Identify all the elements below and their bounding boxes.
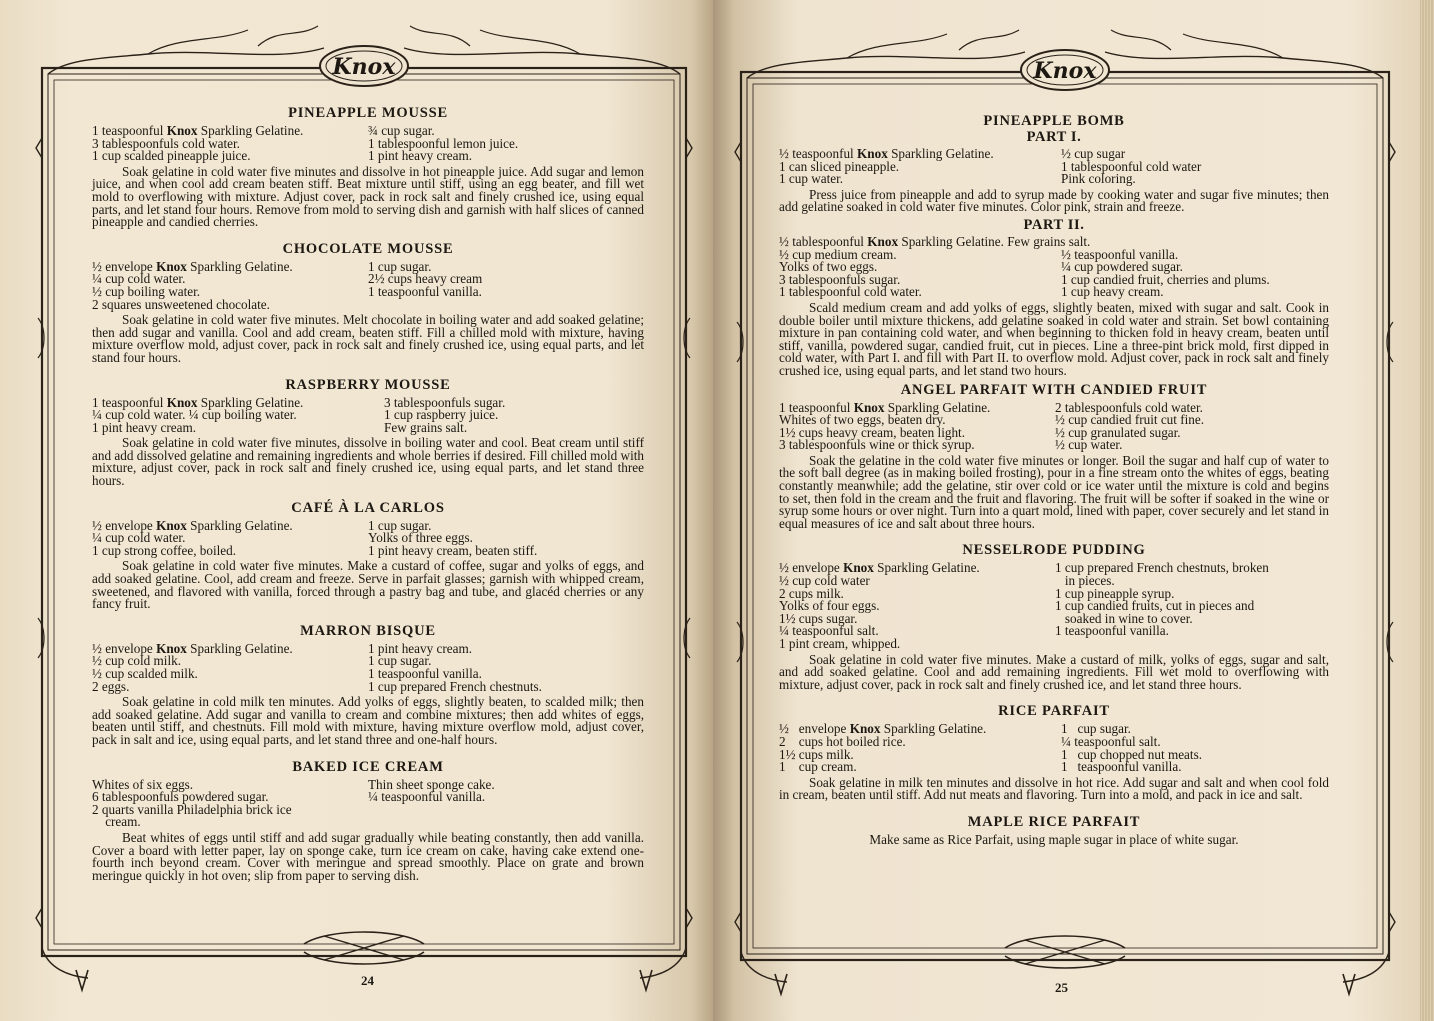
ingredient: Whites of six eggs.: [92, 776, 194, 792]
ingredient: ½ cup scalded milk.: [92, 666, 198, 681]
recipe-angel-parfait: [779, 382, 1329, 531]
right-page-content: [779, 113, 1329, 859]
recipe-cafe-a-la-carlos: [92, 500, 644, 611]
knox-logo: Knox: [332, 54, 396, 80]
recipe-title: PINEAPPLE MOUSSE: [288, 105, 448, 121]
directions: Beat whites of eggs until stiff and add sugar gradually while beating constantly, then add vanilla. Cover a board with letter paper, lay on sponge cake, turn ice cream on cake, having cake extend one-fourth inch beyond cream. Cover with meringue and spread smoothly. Place on grate and brown meringue quickly in hot oven; slip from paper to serving dish.: [92, 829, 644, 883]
directions: Soak gelatine in cold water five minutes. Melt chocolate in boiling water and add soaked gelatine; then add sugar and vanilla. Cool and add cream, beaten stiff. Fill a chilled mold with mixture, having mixture overflow mold, adjust cover, pack in rock salt and finely crushed ice, using equal parts, and let stand four hours.: [92, 312, 644, 365]
ingredient: 1 tablespoonful cold water: [1061, 158, 1202, 174]
ingredient: Few grains salt.: [384, 419, 468, 435]
ingredient: 1 tablespoonful lemon juice.: [368, 135, 519, 151]
recipe-title: RICE PARFAIT: [998, 703, 1110, 720]
ingredients: [92, 517, 644, 558]
ingredients: [779, 399, 1329, 453]
ingredients: [779, 246, 1329, 300]
ingredient: 6 tablespoonfuls powdered sugar.: [92, 789, 269, 805]
knox-logo: Knox: [1033, 58, 1097, 84]
ingredient: ½ envelope Knox Sparkling Gelatine.: [92, 258, 293, 274]
ingredient: 1 teaspoonful Knox Sparkling Gelatine.: [92, 394, 304, 410]
ingredient: 2 quarts vanilla Philadelphia brick ice: [92, 801, 292, 817]
page-number: 24: [361, 973, 374, 988]
ingredient: 1 pint cream, whipped.: [779, 636, 901, 651]
ingredient: ½ cup water.: [1055, 437, 1123, 453]
ingredient: 1 can sliced pineapple.: [779, 158, 900, 174]
recipe-title: MAPLE RICE PARFAIT: [967, 813, 1141, 830]
ingredient: 1 cup cream.: [779, 759, 857, 775]
ingredient: ¾ cup sugar.: [368, 123, 435, 138]
ingredient: ¼ cup cold water. ¼ cup boiling water.: [92, 407, 297, 423]
directions: Soak gelatine in cold water five minutes, dissolve in boiling water and cool. Beat cream until stiff and add dissolved gelatine and remaining ingredients and whole berries if desired. Fill chilled mold with mixture, adjust cover, pack in rock salt and finely crushed ice, using equal parts, and let stand three hours.: [92, 435, 644, 489]
directions: Soak gelatine in cold water five minutes and dissolve in hot pineapple juice. Add sugar and lemon juice, and when cool add cream beaten stiff. Beat mixture until stiff, using an egg beater, and fill wet mold to overflowing with mixture. Adjust cover, pack in rock salt and finely crushed ice, using equal parts, and let stand four hours. Remove from mold to serving dish and garnish with half slices of canned pineapple and candied cherries.: [92, 163, 644, 230]
part-title: PART I.: [1026, 129, 1082, 145]
ingredient: soaked in wine to cover.: [1055, 610, 1193, 626]
ingredient: ½ teaspoonful Knox Sparkling Gelatine.: [779, 146, 994, 161]
ingredient: 1 cup sugar.: [368, 653, 432, 669]
directions: Scald medium cream and add yolks of eggs, slightly beaten, mixed with sugar and salt. Cook in double boiler until mixture thickens, add gelatine soaked in cold water and strain. Set bowl containing mixture in pan containing cold water, and when beginning to thicken fold in heavy cream, beaten until stiff, vanilla, powdered sugar, candied fruit, cut in pieces. Line a three-pint brick mold, first dipped in cold water, with Part I. and fill with Part II. to overflow mold. Adjust cover, pack in rock salt and finely crushed ice, using equal parts, and let stand two hours.: [779, 299, 1329, 378]
ingredient: Yolks of four eggs.: [779, 598, 880, 614]
directions: Press juice from pineapple and add to syrup made by cooking water and sugar five minutes; then add gelatine soaked in cold water five minutes. Color pink, strain and freeze.: [779, 186, 1329, 215]
left-page: [0, 0, 713, 1021]
ingredient: ½ cup boiling water.: [92, 283, 201, 299]
recipe-title: PINEAPPLE BOMB: [983, 113, 1125, 129]
ingredient: 2 cups milk.: [779, 585, 844, 601]
ingredient: ½ cup sugar: [1061, 146, 1126, 161]
ingredient: 1 cup prepared French chestnuts.: [368, 678, 542, 694]
page-number: 25: [1055, 980, 1068, 995]
recipe-pineapple-bomb: [779, 113, 1329, 378]
recipe-baked-ice-cream: [92, 759, 644, 883]
ingredient: Yolks of two eggs.: [779, 259, 878, 275]
ingredient: 1 cup sugar.: [368, 517, 432, 533]
ingredient: ¼ cup powdered sugar.: [1061, 259, 1183, 275]
ingredient: 1 teaspoonful vanilla.: [1061, 759, 1182, 775]
page-edges: [1420, 0, 1434, 1021]
ingredient: 1 cup strong coffee, boiled.: [92, 542, 237, 558]
recipe-title: BAKED ICE CREAM: [292, 758, 444, 775]
ingredient: 1 pint heavy cream.: [368, 640, 472, 656]
recipe-nesselrode-pudding: [779, 542, 1329, 691]
recipe-chocolate-mousse: [92, 241, 644, 365]
ingredient: 2 cups hot boiled rice.: [779, 733, 906, 749]
ingredients: [92, 394, 644, 435]
ingredient: 1 teaspoonful Knox Sparkling Gelatine.: [92, 123, 304, 138]
ingredient: ½ cup granulated sugar.: [1055, 424, 1181, 440]
part-title: PART II.: [1023, 216, 1085, 233]
ingredients: [779, 562, 1329, 650]
ingredient: ¼ cup cold water.: [92, 271, 186, 287]
ingredient: ½ cup cold water: [779, 573, 870, 589]
ingredient: 1 cup candied fruits, cut in pieces and: [1055, 598, 1255, 614]
ingredient: 1 cup sugar.: [368, 258, 432, 274]
directions: Soak gelatine in cold milk ten minutes. Add yolks of eggs, slightly beaten, to scalded milk; then add soaked gelatine. Add sugar and vanilla to cream and combine mixtures; then add whites of eggs, beaten until stiff, and chestnuts. Fill mold with mixture, having mixture overflow mold, adjust cover, pack in salt and ice, using equal parts, and let stand three and one-half hours.: [92, 694, 644, 747]
ingredient: 1 cup scalded pineapple juice.: [92, 148, 251, 164]
ingredient: ½ envelope Knox Sparkling Gelatine.: [779, 721, 987, 737]
ingredients: [92, 258, 644, 312]
ingredient: Pink coloring.: [1061, 171, 1136, 187]
ingredient: 1 cup water.: [779, 171, 844, 187]
ingredient: 1½ cups heavy cream, beaten light.: [779, 424, 966, 440]
ingredient: 1 cup chopped nut meats.: [1061, 746, 1202, 762]
ingredient: ½ cup cold milk.: [92, 653, 182, 669]
ingredient: 2½ cups heavy cream: [368, 271, 483, 287]
ingredient: Yolks of three eggs.: [368, 530, 473, 546]
ingredient: 1 cup heavy cream.: [1061, 284, 1164, 300]
recipe-raspberry-mousse: [92, 377, 644, 488]
recipe-title: CHOCOLATE MOUSSE: [282, 240, 454, 257]
recipe-title: RASPBERRY MOUSSE: [285, 376, 451, 393]
ingredient: ½ cup candied fruit cut fine.: [1055, 412, 1205, 428]
recipe-maple-rice-parfait: [779, 814, 1329, 847]
ingredient: ½ envelope Knox Sparkling Gelatine.: [92, 517, 293, 533]
ingredient: ½ envelope Knox Sparkling Gelatine.: [779, 560, 980, 576]
directions: Soak gelatine in milk ten minutes and dissolve in hot rice. Add sugar and salt and when cool fold in cream, beaten until stiff. Add nut meats and flavoring. Turn into a mold, and pack in ice and salt.: [779, 774, 1329, 803]
ingredient: 1½ cups sugar.: [779, 610, 858, 626]
ingredients: [92, 776, 644, 830]
ingredients: [779, 148, 1329, 186]
directions: Soak gelatine in cold water five minutes. Make a custard of coffee, sugar and yolks of eggs, and add soaked gelatine. Cool, add cream and freeze. Serve in parfait glasses; garnish with whipped cream, sweetened, and flavored with vanilla, forced through a pastry bag and tube, and glacéd cherries or any fancy fruit.: [92, 558, 644, 612]
ingredient: in pieces.: [1055, 573, 1115, 589]
directions: Soak gelatine in cold water five minutes. Make a custard of milk, yolks of eggs, sugar and salt, and add soaked gelatine. Cool and add remaining ingredients. Fill wet mold to overflowing with mixture, adjust cover, pack in rock salt and finely crushed ice, and let stand three hours.: [779, 651, 1329, 692]
ingredient: 2 tablespoonfuls cold water.: [1055, 399, 1203, 415]
ingredient: Whites of two eggs, beaten dry.: [779, 412, 946, 428]
ingredients: [779, 723, 1329, 773]
ingredient: 2 squares unsweetened chocolate.: [92, 296, 270, 312]
ingredient: 1 tablespoonful cold water.: [779, 284, 922, 300]
ingredient: 3 tablespoonfuls sugar.: [384, 394, 506, 410]
left-page-content: [92, 105, 644, 894]
ingredient: 2 eggs.: [92, 678, 130, 694]
recipe-title: NESSELRODE PUDDING: [962, 542, 1146, 559]
recipe-title: MARRON BISQUE: [300, 622, 436, 639]
ingredient: 3 tablespoonfuls sugar.: [779, 271, 901, 287]
recipe-title: CAFÉ À LA CARLOS: [291, 499, 445, 516]
ingredient: 1 pint heavy cream.: [92, 419, 196, 435]
ingredient: 1 cup sugar.: [1061, 721, 1131, 737]
ingredient: 1 teaspoonful vanilla.: [1055, 623, 1169, 639]
directions: Make same as Rice Parfait, using maple sugar in place of white sugar.: [869, 831, 1239, 847]
recipe-pineapple-mousse: [92, 105, 644, 229]
ingredient: 3 tablespoonfuls cold water.: [92, 135, 240, 151]
ingredient: ½ cup medium cream.: [779, 246, 897, 262]
ingredient: ½ envelope Knox Sparkling Gelatine.: [92, 640, 293, 656]
ingredient: ½ teaspoonful vanilla.: [1061, 246, 1179, 262]
ingredient: ½ tablespoonful Knox Sparkling Gelatine. Few grains salt.: [779, 233, 1091, 249]
directions: Soak the gelatine in the cold water five minutes or longer. Boil the sugar and half cup of water to the soft ball degree (as in making boiled frosting), pour in a fine stream onto the whites of eggs, beating constantly meanwhile; add the gelatine, stir over cold or ice water until the mixture is cold and begins to set, then fold in the cream and the fruit and flavoring. The fruit will be softer if soaked in the wine or syrup some hours or over night. Turn into a quart mold, lined with paper, cover securely and let stand in equal measures of ice and salt about three hours.: [779, 452, 1329, 531]
ingredient: 1 teaspoonful Knox Sparkling Gelatine.: [779, 399, 991, 415]
ingredient: 1 teaspoonful vanilla.: [368, 283, 482, 299]
ingredient: ¼ teaspoonful salt.: [779, 623, 879, 639]
ingredient: 1 teaspoonful vanilla.: [368, 666, 482, 681]
ingredient: ¼ teaspoonful salt.: [1061, 733, 1161, 749]
ingredient: 3 tablespoonfuls wine or thick syrup.: [779, 437, 975, 453]
ingredient: 1½ cups milk.: [779, 746, 854, 762]
ingredient: cream.: [92, 814, 141, 830]
ingredient: 1 cup prepared French chestnuts, broken: [1055, 560, 1269, 576]
ingredient: ¼ cup cold water.: [92, 530, 186, 546]
ingredient: 1 pint heavy cream, beaten stiff.: [368, 542, 538, 558]
ingredient: 1 cup candied fruit, cherries and plums.: [1061, 271, 1270, 287]
ingredient: 1 pint heavy cream.: [368, 148, 472, 164]
ingredient: ¼ teaspoonful vanilla.: [368, 789, 486, 805]
ingredient: 1 cup pineapple syrup.: [1055, 585, 1175, 601]
ingredient: Thin sheet sponge cake.: [368, 776, 495, 792]
right-page: [713, 0, 1420, 1021]
ingredient: 1 cup raspberry juice.: [384, 407, 499, 423]
recipe-rice-parfait: [779, 703, 1329, 802]
recipe-title: ANGEL PARFAIT WITH CANDIED FRUIT: [900, 381, 1208, 398]
recipe-marron-bisque: [92, 623, 644, 747]
ingredients: [92, 125, 644, 163]
ingredients: [92, 640, 644, 694]
